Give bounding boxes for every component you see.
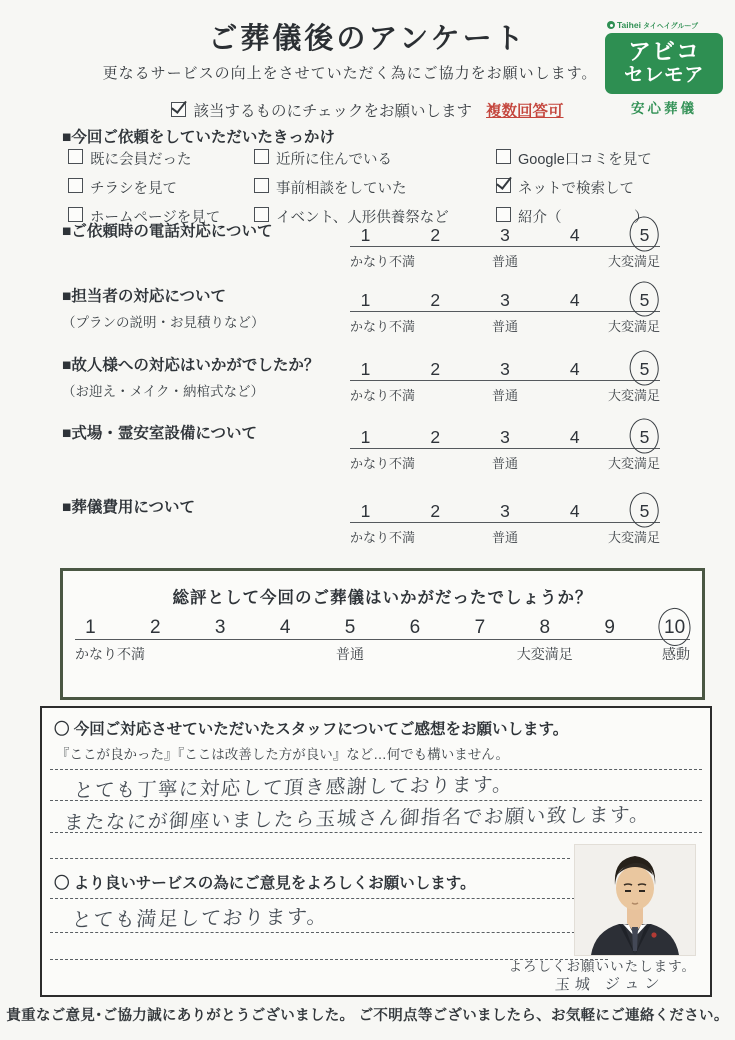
rating-scale	[350, 289, 660, 334]
question-heading: ■葬儀費用について	[62, 499, 196, 516]
handwritten-answer-2: またなにが御座いましたら玉城さん御指名でお願い致します。	[63, 802, 652, 835]
rating-scale	[350, 426, 660, 471]
page-title: ご葬儀後のアンケート	[208, 21, 527, 55]
scale-value-1[interactable]: 1	[360, 225, 371, 245]
checkbox-icon[interactable]	[254, 178, 269, 193]
scale-value-2[interactable]: 2	[430, 427, 441, 447]
trigger-column-3	[496, 148, 652, 227]
question-staff-response	[62, 287, 722, 351]
scale-label: 普通	[336, 646, 365, 662]
footer-thanks: 貴重なご意見･ご協力誠にありがとうございました。 ご不明点等ございましたら、お気軽にご連絡ください。	[6, 1008, 729, 1024]
scale-label: 大変満足	[607, 319, 660, 334]
scale-value-1[interactable]: 1	[360, 501, 371, 521]
page-subtitle: 更なるサービスの向上をさせていただく為にご協力をお願いします。	[102, 64, 598, 82]
scale-value-4[interactable]: 4	[279, 617, 291, 638]
comments-box	[40, 706, 712, 997]
staff-greeting: よろしくお願いいたします。	[508, 959, 696, 974]
checkbox-icon[interactable]	[68, 178, 83, 193]
scale-value-1[interactable]: 1	[360, 359, 371, 379]
group-suffix: タイヘイグループ	[642, 23, 699, 30]
scale-value-1[interactable]: 1	[360, 427, 371, 447]
checkbox-label: 事前相談をしていた	[276, 181, 407, 197]
scale-value-4[interactable]: 4	[569, 359, 580, 379]
scale-label: 大変満足	[516, 646, 573, 662]
question-subheading: （お迎え・メイク・納棺式など）	[62, 384, 264, 399]
question-cost	[62, 498, 722, 562]
staff-portrait-photo	[574, 844, 696, 956]
service-feedback-heading: 〇 より良いサービスの為にご意見をよろしくお願いします。	[54, 875, 476, 892]
scale-label: 普通	[491, 456, 519, 471]
scale-value-5-circled[interactable]: 5	[639, 427, 650, 447]
question-subheading: （プランの説明・お見積りなど）	[62, 315, 265, 330]
scale-value-1[interactable]: 1	[360, 290, 371, 310]
checkbox-label: 近所に住んでいる	[276, 152, 392, 168]
checkbox-label: イベント、人形供養祭など	[276, 210, 449, 226]
scale-value-3[interactable]: 3	[500, 225, 510, 245]
scale-value-3[interactable]: 3	[500, 501, 510, 521]
scale-value-3[interactable]: 3	[214, 617, 226, 638]
checkbox-label: Google口コミを見て	[518, 152, 652, 168]
scale-value-2[interactable]: 2	[430, 225, 441, 245]
staff-feedback-heading: 〇 今回ご対応させていただいたスタッフについてご感想をお願いします。	[54, 721, 569, 738]
scale-label: 普通	[491, 319, 519, 334]
taihei-logo-icon	[607, 21, 615, 29]
question-heading: ■式場・霊安室設備について	[62, 425, 258, 442]
rating-scale	[350, 358, 660, 403]
brand-badge	[605, 33, 723, 94]
question-heading: ■担当者の対応について	[62, 288, 227, 305]
handwritten-answer-1: とても丁寧に対応して頂き感謝しております。	[73, 772, 515, 803]
scale-label: 大変満足	[607, 388, 660, 403]
question-phone-response	[62, 222, 722, 286]
scale-value-3[interactable]: 3	[500, 427, 510, 447]
scale-value-3[interactable]: 3	[500, 290, 510, 310]
checkbox-label: 紹介（ ）	[518, 210, 649, 226]
scale-value-2[interactable]: 2	[149, 617, 161, 638]
trigger-column-1	[68, 148, 254, 227]
scale-label: 大変満足	[607, 456, 660, 471]
section-divider-line	[50, 858, 570, 859]
checkbox-option[interactable]	[254, 177, 496, 198]
scale-value-3[interactable]: 3	[500, 359, 510, 379]
scale-value-4[interactable]: 4	[569, 501, 580, 521]
checked-checkbox-icon[interactable]	[496, 178, 511, 193]
brand-tagline: 安心葬儀	[631, 100, 697, 116]
question-heading: ■故人様への対応はいかがでしたか？	[62, 357, 320, 374]
checked-checkbox-icon	[171, 102, 186, 117]
overall-rating-scale	[75, 617, 690, 662]
trigger-checkbox-grid	[68, 148, 652, 227]
scale-value-5[interactable]: 5	[344, 617, 356, 638]
question-deceased-care	[62, 356, 722, 420]
scale-label: かなり不満	[350, 254, 416, 269]
checkbox-option[interactable]	[496, 148, 652, 169]
answer-line	[50, 898, 575, 899]
scale-value-4[interactable]: 4	[569, 225, 580, 245]
checkbox-option[interactable]	[68, 177, 254, 198]
scale-value-10-circled[interactable]: 10	[664, 617, 686, 638]
scale-label: 普通	[491, 254, 519, 269]
scale-label: かなり不満	[350, 388, 416, 403]
answer-line	[50, 832, 702, 833]
scale-label: 大変満足	[607, 254, 660, 269]
scale-label: 感動	[662, 646, 690, 662]
group-logo-line	[607, 20, 723, 31]
checkbox-option[interactable]	[68, 148, 254, 169]
scale-value-2[interactable]: 2	[430, 359, 441, 379]
scale-value-6[interactable]: 6	[409, 617, 421, 638]
scale-value-2[interactable]: 2	[430, 290, 441, 310]
checkbox-label: チラシを見て	[90, 181, 177, 197]
checkbox-option[interactable]	[254, 148, 496, 169]
scale-label: かなり不満	[350, 530, 416, 545]
rating-scale	[350, 224, 660, 269]
scale-value-5-circled[interactable]: 5	[639, 501, 650, 521]
scale-value-1[interactable]: 1	[85, 617, 96, 638]
scale-value-4[interactable]: 4	[569, 427, 580, 447]
scale-value-5-circled[interactable]: 5	[639, 225, 650, 245]
scale-value-9[interactable]: 9	[604, 617, 615, 638]
staff-feedback-note: 『ここが良かった』『ここは改善した方が良い』など…何でも構いません。	[56, 747, 510, 762]
check-instruction	[0, 99, 735, 121]
scale-value-5-circled[interactable]: 5	[639, 290, 650, 310]
checkbox-label: 既に会員だった	[90, 152, 192, 168]
overall-evaluation-box	[60, 568, 705, 700]
question-heading: ■ご依頼時の電話対応について	[62, 223, 273, 240]
checkbox-label: ホームページを見て	[90, 210, 221, 226]
scale-value-2[interactable]: 2	[430, 501, 441, 521]
checkbox-icon[interactable]	[496, 207, 511, 222]
scale-value-7[interactable]: 7	[474, 617, 486, 638]
checkbox-icon[interactable]	[254, 149, 269, 164]
answer-line	[50, 932, 590, 933]
trigger-section-heading: ■今回ご依頼をしていただいたきっかけ	[62, 129, 335, 146]
overall-heading: 総評として今回のご葬儀はいかがだったでしょうか？	[172, 589, 593, 607]
scale-label: かなり不満	[75, 646, 145, 662]
scale-label: 普通	[491, 530, 519, 545]
scale-label: 大変満足	[607, 530, 660, 545]
checkbox-icon[interactable]	[68, 207, 83, 222]
brand-line1: アビコ	[628, 38, 700, 64]
group-name: Taihei	[617, 20, 641, 30]
checkbox-icon[interactable]	[68, 149, 83, 164]
checkbox-option[interactable]	[496, 177, 652, 198]
question-facilities	[62, 424, 722, 488]
checkbox-icon[interactable]	[254, 207, 269, 222]
staff-name-signature: 玉城 ジュン	[553, 974, 665, 994]
rating-scale	[350, 500, 660, 545]
scale-label: かなり不満	[350, 319, 416, 334]
handwritten-answer-3: とても満足しております。	[71, 904, 330, 932]
scale-value-5-circled[interactable]: 5	[639, 359, 650, 379]
checkbox-label: ネットで検索して	[518, 181, 634, 197]
trigger-column-2	[254, 148, 496, 227]
checkbox-icon[interactable]	[496, 149, 511, 164]
multi-answer-note: 複数回答可	[486, 103, 564, 120]
scale-value-4[interactable]: 4	[569, 290, 580, 310]
scale-label: かなり不満	[350, 456, 416, 471]
scale-label: 普通	[491, 388, 519, 403]
scale-value-8[interactable]: 8	[539, 617, 551, 638]
brand-line2: セレモア	[623, 63, 704, 86]
check-instruction-text: 該当するものにチェックをお願いします	[193, 103, 473, 120]
